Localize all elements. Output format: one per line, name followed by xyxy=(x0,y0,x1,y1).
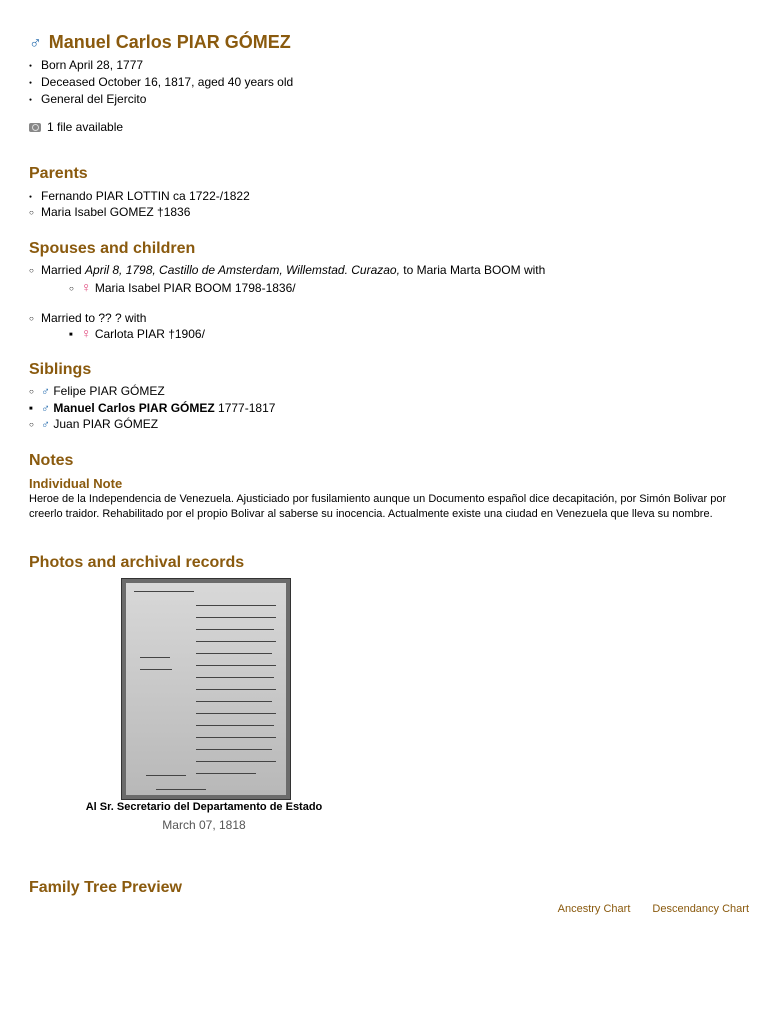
ancestry-chart-link[interactable]: Ancestry Chart xyxy=(557,903,631,915)
female-icon: ♀ xyxy=(81,279,92,295)
fact-born: ●Born April 28, 1777 xyxy=(29,58,143,74)
person-title xyxy=(29,32,291,53)
marriage-2: ○Married to ?? ? with xyxy=(29,311,146,327)
individual-note-heading: Individual Note xyxy=(29,476,123,491)
parent-father[interactable]: ●Fernando PIAR LOTTIN ca 1722-/1822 xyxy=(29,189,250,205)
siblings-heading: Siblings xyxy=(29,361,92,378)
male-icon: ♂ xyxy=(29,33,42,52)
photo-caption: Al Sr. Secretario del Departamento de Estado xyxy=(85,801,323,813)
female-icon: ♀ xyxy=(81,325,92,341)
chart-links xyxy=(536,903,749,915)
marriage-1: ○Married April 8, 1798, Castillo de Amsterdam, Willemstad. Curazao, to Maria Marta BOOM with xyxy=(29,263,545,279)
photos-heading: Photos and archival records xyxy=(29,554,245,571)
child-2[interactable]: ■♀ Carlota PIAR †1906/ xyxy=(69,326,205,343)
sibling-3[interactable]: ○♂ Juan PIAR GÓMEZ xyxy=(29,417,158,433)
fact-occupation: ●General del Ejercito xyxy=(29,92,146,108)
child-1[interactable]: ○♀ Maria Isabel PIAR BOOM 1798-1836/ xyxy=(69,280,296,297)
male-icon: ♂ xyxy=(41,384,50,398)
family-tree-heading: Family Tree Preview xyxy=(29,879,182,896)
notes-heading: Notes xyxy=(29,452,74,469)
parents-heading: Parents xyxy=(29,165,88,182)
spouses-heading: Spouses and children xyxy=(29,240,196,257)
archival-document-image[interactable] xyxy=(121,578,291,800)
male-icon: ♂ xyxy=(41,417,50,431)
person-name: Manuel Carlos PIAR GÓMEZ xyxy=(48,32,291,52)
parent-mother[interactable]: ○Maria Isabel GOMEZ †1836 xyxy=(29,205,190,221)
descendancy-chart-link[interactable]: Descendancy Chart xyxy=(652,903,749,915)
sibling-2: ■♂ Manuel Carlos PIAR GÓMEZ 1777-1817 xyxy=(29,401,275,417)
male-icon: ♂ xyxy=(41,401,50,415)
camera-icon xyxy=(29,123,41,132)
sibling-1[interactable]: ○♂ Felipe PIAR GÓMEZ xyxy=(29,384,165,400)
fact-deceased: ●Deceased October 16, 1817, aged 40 years old xyxy=(29,75,293,91)
files-available[interactable]: 1 file available xyxy=(29,120,123,134)
individual-note-text: Heroe de la Independencia de Venezuela. Ajusticiado por fusilamiento aunque un Documento español dice decapitación, por Simón Bolivar por creerlo traidor. Rehabilitado por el propio Bolivar al saberse su inocencia. Actualmente existe una ciudad en Venezuela que lleva su nombre. xyxy=(29,493,727,520)
photo-date: March 07, 1818 xyxy=(162,818,246,832)
